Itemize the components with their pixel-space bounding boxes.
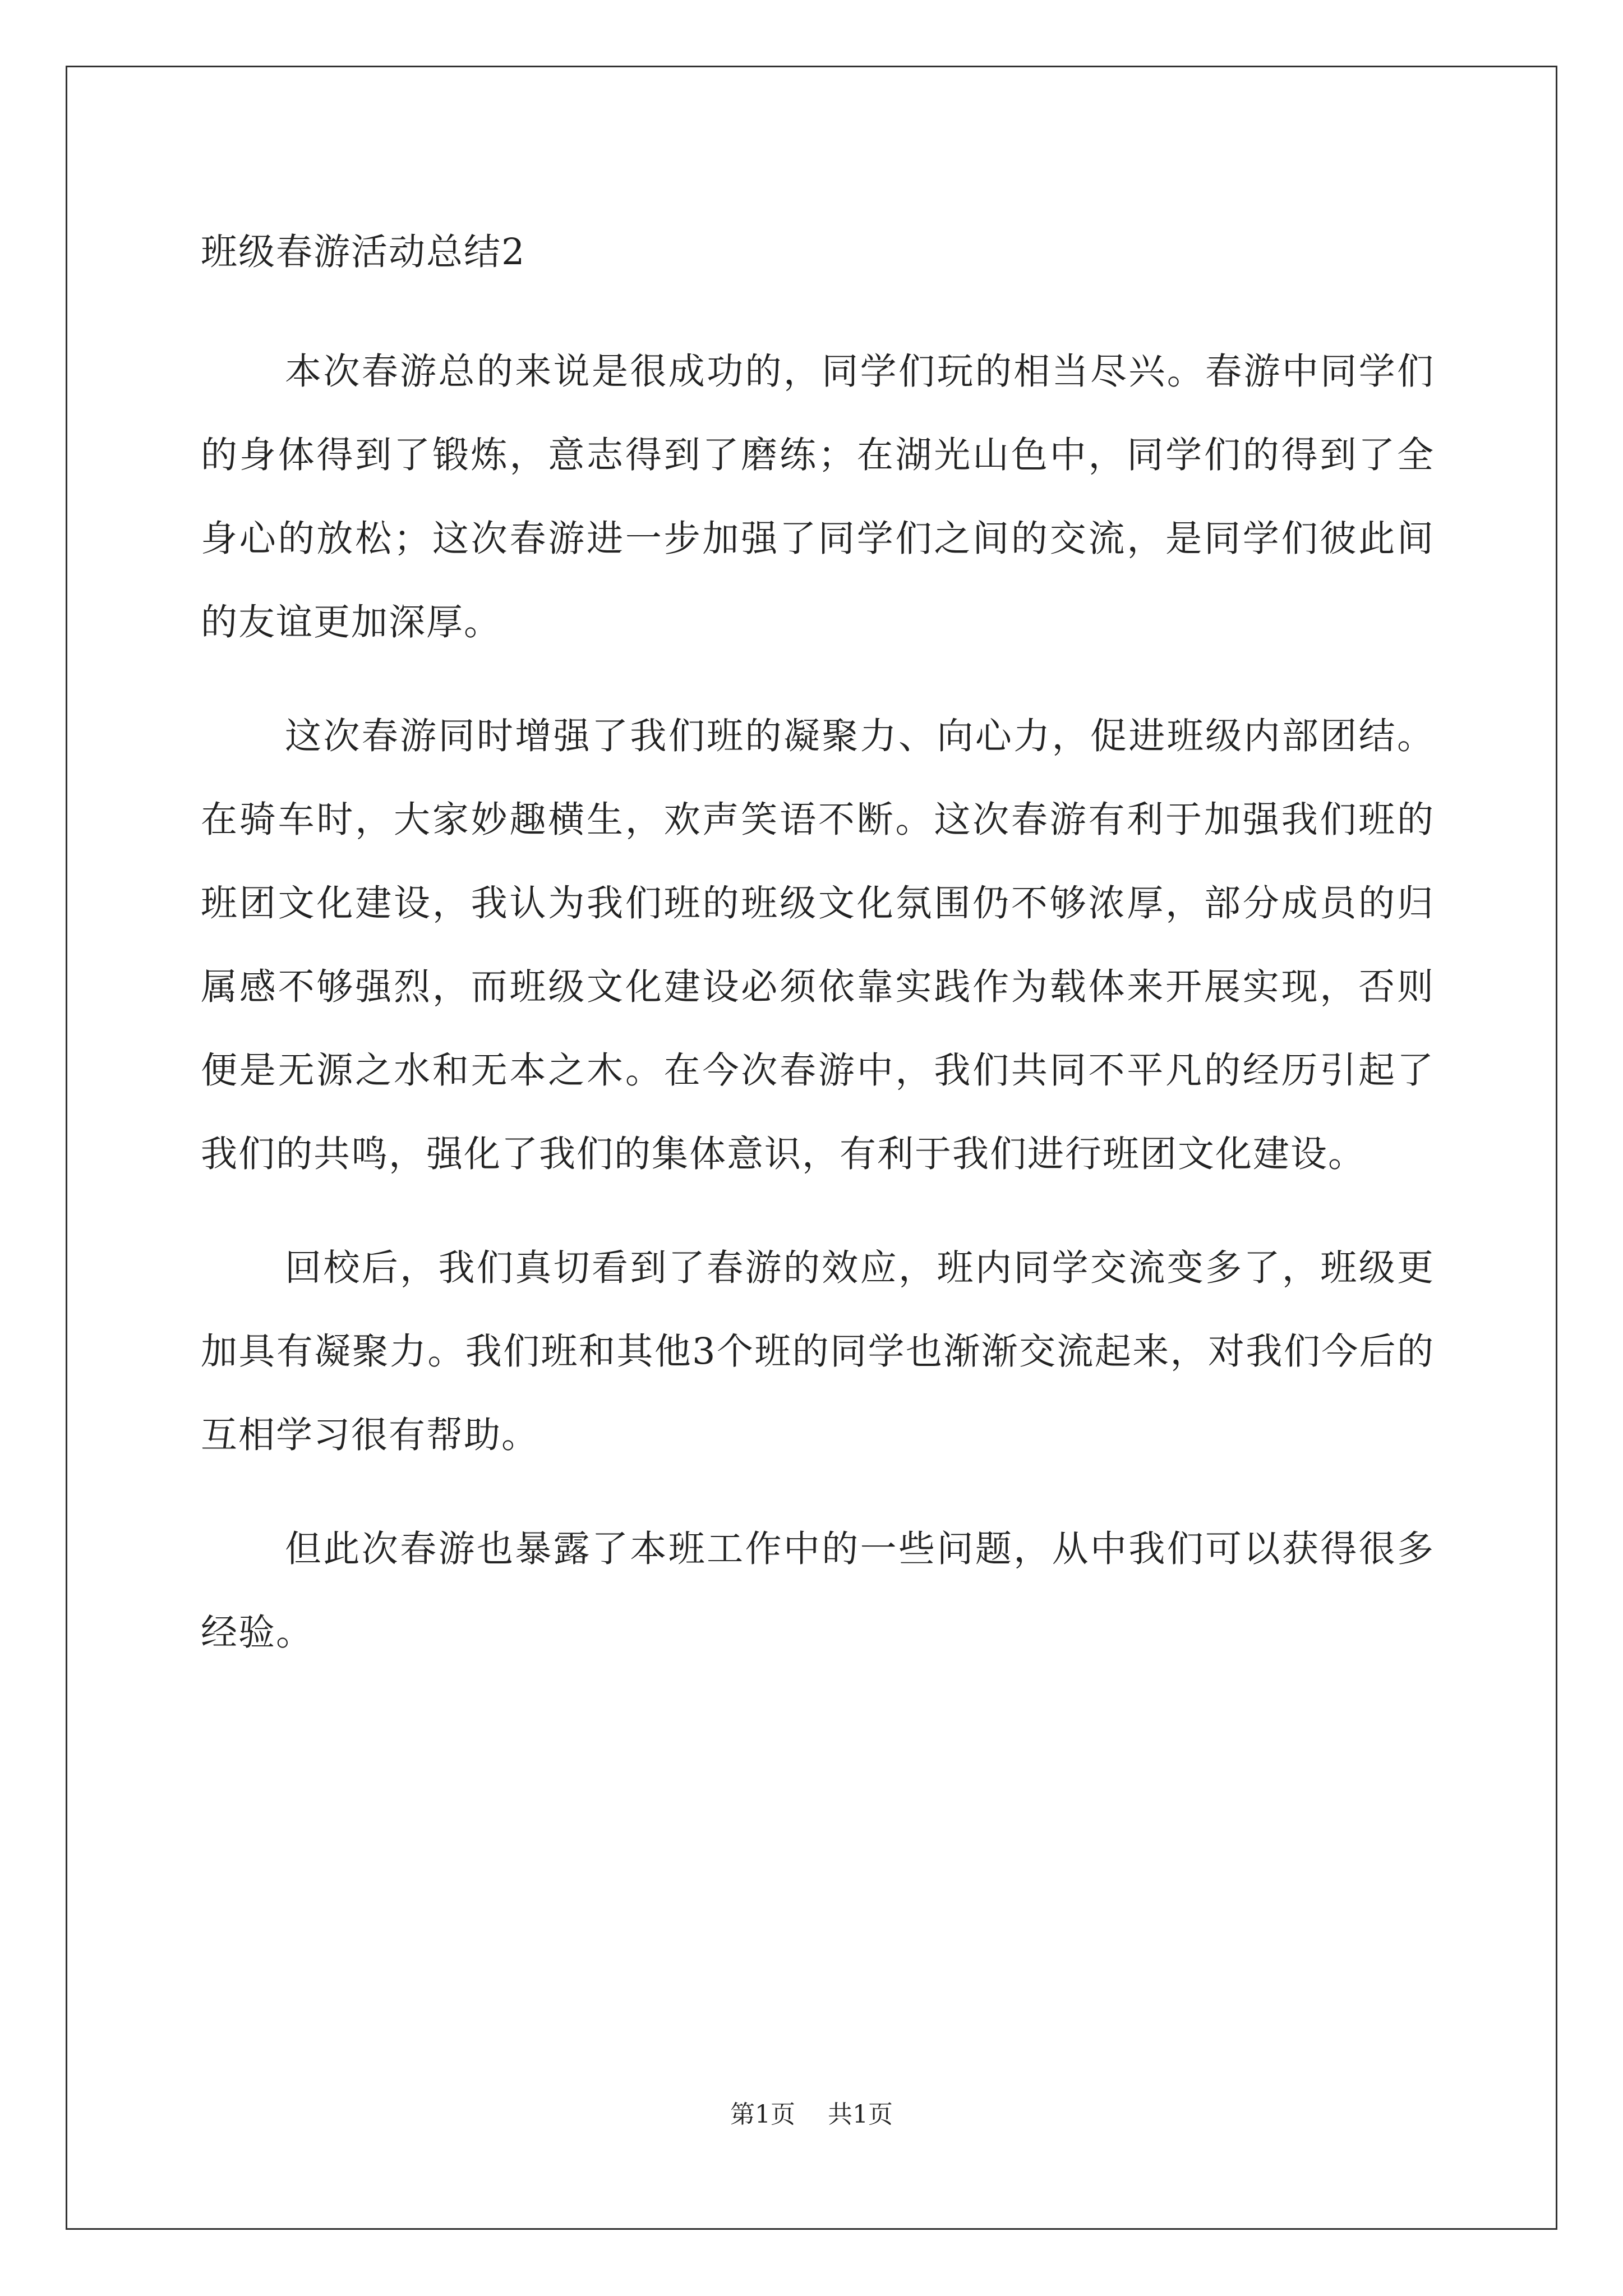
page-number-total: 共1页 bbox=[828, 2100, 893, 2129]
document-title: 班级春游活动总结2 bbox=[201, 231, 526, 273]
paragraph-1: 本次春游总的来说是很成功的，同学们玩的相当尽兴。春游中同学们的身体得到了锻炼，意志得到了磨练；在湖光山色中，同学们的得到了全身心的放松；这次春游进一步加强了同学们之间的交流，是同学们彼此间的友谊更加深厚。 bbox=[201, 351, 1435, 643]
page-number-current: 第1页 bbox=[730, 2100, 795, 2129]
page-footer bbox=[0, 2098, 1623, 2132]
paragraph-2: 这次春游同时增强了我们班的凝聚力、向心力，促进班级内部团结。在骑车时，大家妙趣横生，欢声笑语不断。这次春游有利于加强我们班的班团文化建设，我认为我们班的班级文化氛围仍不够浓厚，部分成员的归属感不够强烈，而班级文化建设必须依靠实践作为载体来开展实现，否则便是无源之水和无本之木。在今次春游中，我们共同不平凡的经历引起了我们的共鸣，强化了我们的集体意识，有利于我们进行班团文化建设。 bbox=[201, 715, 1435, 1175]
paragraph-4: 但此次春游也暴露了本班工作中的一些问题，从中我们可以获得很多经验。 bbox=[201, 1528, 1435, 1654]
document-body bbox=[201, 224, 1435, 1705]
paragraph-3: 回校后，我们真切看到了春游的效应，班内同学交流变多了，班级更加具有凝聚力。我们班和其他3个班的同学也渐渐交流起来，对我们今后的互相学习很有帮助。 bbox=[201, 1247, 1435, 1456]
